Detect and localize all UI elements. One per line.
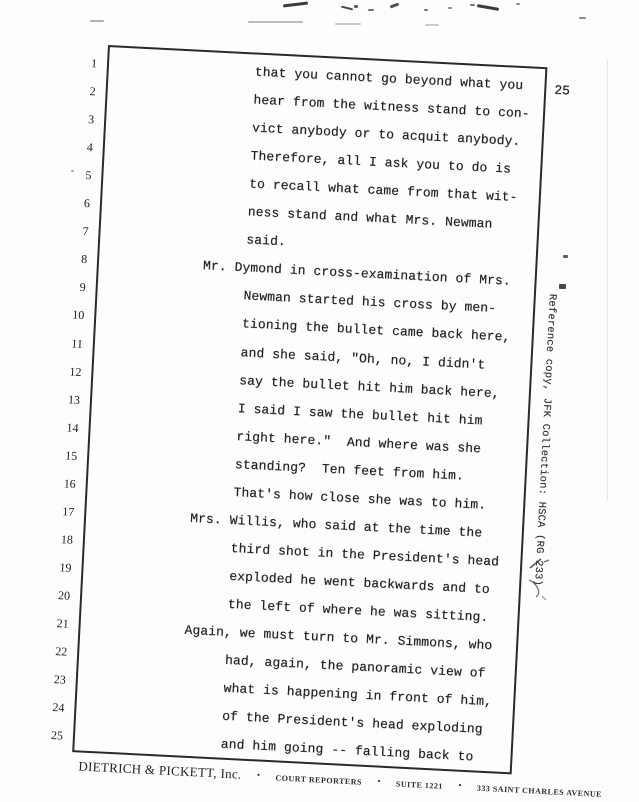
transcript-text: vict anybody or to acquit anybody. [251, 120, 521, 150]
scan-noise [368, 9, 374, 11]
scan-noise [283, 1, 308, 7]
scan-edge-line [607, 60, 608, 500]
transcript-text: Mrs. Willis, who said at the time the [189, 510, 483, 541]
line-number: 2 [89, 84, 96, 99]
line-number: 20 [57, 588, 71, 603]
transcript-text: right here." And where was she [235, 428, 482, 457]
transcript-text: Mr. Dymond in cross-examination of Mrs. [202, 258, 512, 290]
line-number: 25 [50, 728, 64, 743]
scan-noise [341, 6, 353, 11]
footer-dot-separator: • [457, 781, 463, 791]
line-number: 7 [82, 224, 89, 239]
transcript-text: tioning the bullet came back here, [241, 316, 511, 346]
line-number: 14 [66, 420, 79, 435]
scan-noise [425, 24, 439, 26]
transcript-sheet [50, 45, 603, 799]
scan-noise [90, 20, 104, 22]
line-number: 6 [83, 196, 91, 211]
line-number: 18 [60, 532, 74, 547]
transcript-text: and she said, "Oh, no, I didn't [240, 344, 486, 372]
line-number: 19 [59, 560, 72, 575]
transcript-text: exploded he went backwards and to [228, 568, 491, 597]
transcript-text: standing? Ten feet from him. [234, 456, 465, 484]
transcript-text: Therefore, all I ask you to do is [250, 148, 512, 177]
transcript-text: said. [245, 232, 287, 250]
line-number: 11 [70, 336, 84, 351]
line-number: 24 [52, 700, 65, 715]
line-number: 10 [71, 307, 85, 323]
line-number: 4 [86, 140, 94, 155]
line-number: 21 [56, 616, 70, 631]
line-number: 17 [62, 504, 75, 519]
scan-noise [248, 21, 303, 23]
page-number: 25 [553, 82, 571, 99]
scan-noise [424, 9, 428, 11]
transcript-text: that you cannot go beyond what you [254, 64, 524, 94]
transcript-text: Newman started his cross by men- [243, 288, 497, 317]
transcript-text: the left of where he was sitting. [227, 596, 489, 625]
footer-dot-separator: • [255, 771, 262, 781]
line-number: 5 [85, 168, 92, 183]
transcript-text: That's how close she was to him. [233, 484, 487, 513]
scan-noise [448, 7, 452, 9]
footer-item: SUITE 1221 [395, 779, 444, 791]
scan-noise [559, 284, 566, 289]
line-number: 3 [87, 112, 95, 127]
line-number: 23 [53, 672, 67, 687]
scan-noise [563, 255, 568, 258]
footer-firm-name: DIETRICH & PICKETT, Inc. [78, 758, 242, 782]
transcript-text: had, again, the panoramic view of [224, 652, 486, 681]
line-number: 16 [63, 476, 77, 491]
transcript-text: Again, we must turn to Mr. Simmons, who [184, 622, 493, 654]
transcript-text: third shot in the President's head [230, 540, 500, 570]
line-number: 13 [67, 392, 81, 407]
transcript-text: of the President's head exploding [221, 708, 483, 737]
scan-noise [335, 23, 361, 25]
archive-stamp: Reference copy, JFK Collection: HSCA (RG 233) [531, 293, 558, 587]
footer-item: COURT REPORTERS [275, 773, 363, 787]
scan-noise [516, 3, 520, 5]
line-number: 9 [79, 280, 87, 295]
transcript-text: hear from the witness stand to con- [253, 92, 530, 122]
line-number: 15 [64, 448, 78, 463]
scan-noise [477, 4, 499, 11]
line-number: 1 [90, 56, 98, 71]
transcript-text: ness stand and what Mrs. Newman [247, 204, 493, 232]
transcript-text: and him going -- falling back to [220, 736, 474, 765]
footer-dot-separator: • [376, 777, 382, 787]
scan-noise [354, 5, 358, 8]
line-number: 22 [54, 644, 68, 659]
transcript-text: to recall what came from that wit- [248, 176, 518, 206]
scan-noise [390, 3, 399, 9]
scan-noise [470, 4, 475, 6]
transcript-text: say the bullet hit him back here, [238, 372, 501, 401]
line-number: 12 [69, 364, 82, 379]
line-number: 8 [80, 252, 88, 267]
scan-noise [579, 17, 586, 19]
footer-item: 333 SAINT CHARLES AVENUE [476, 783, 603, 799]
transcript-text: what is happening in front of him, [223, 680, 493, 710]
transcript-text: I said I saw the bullet hit him [237, 400, 483, 429]
